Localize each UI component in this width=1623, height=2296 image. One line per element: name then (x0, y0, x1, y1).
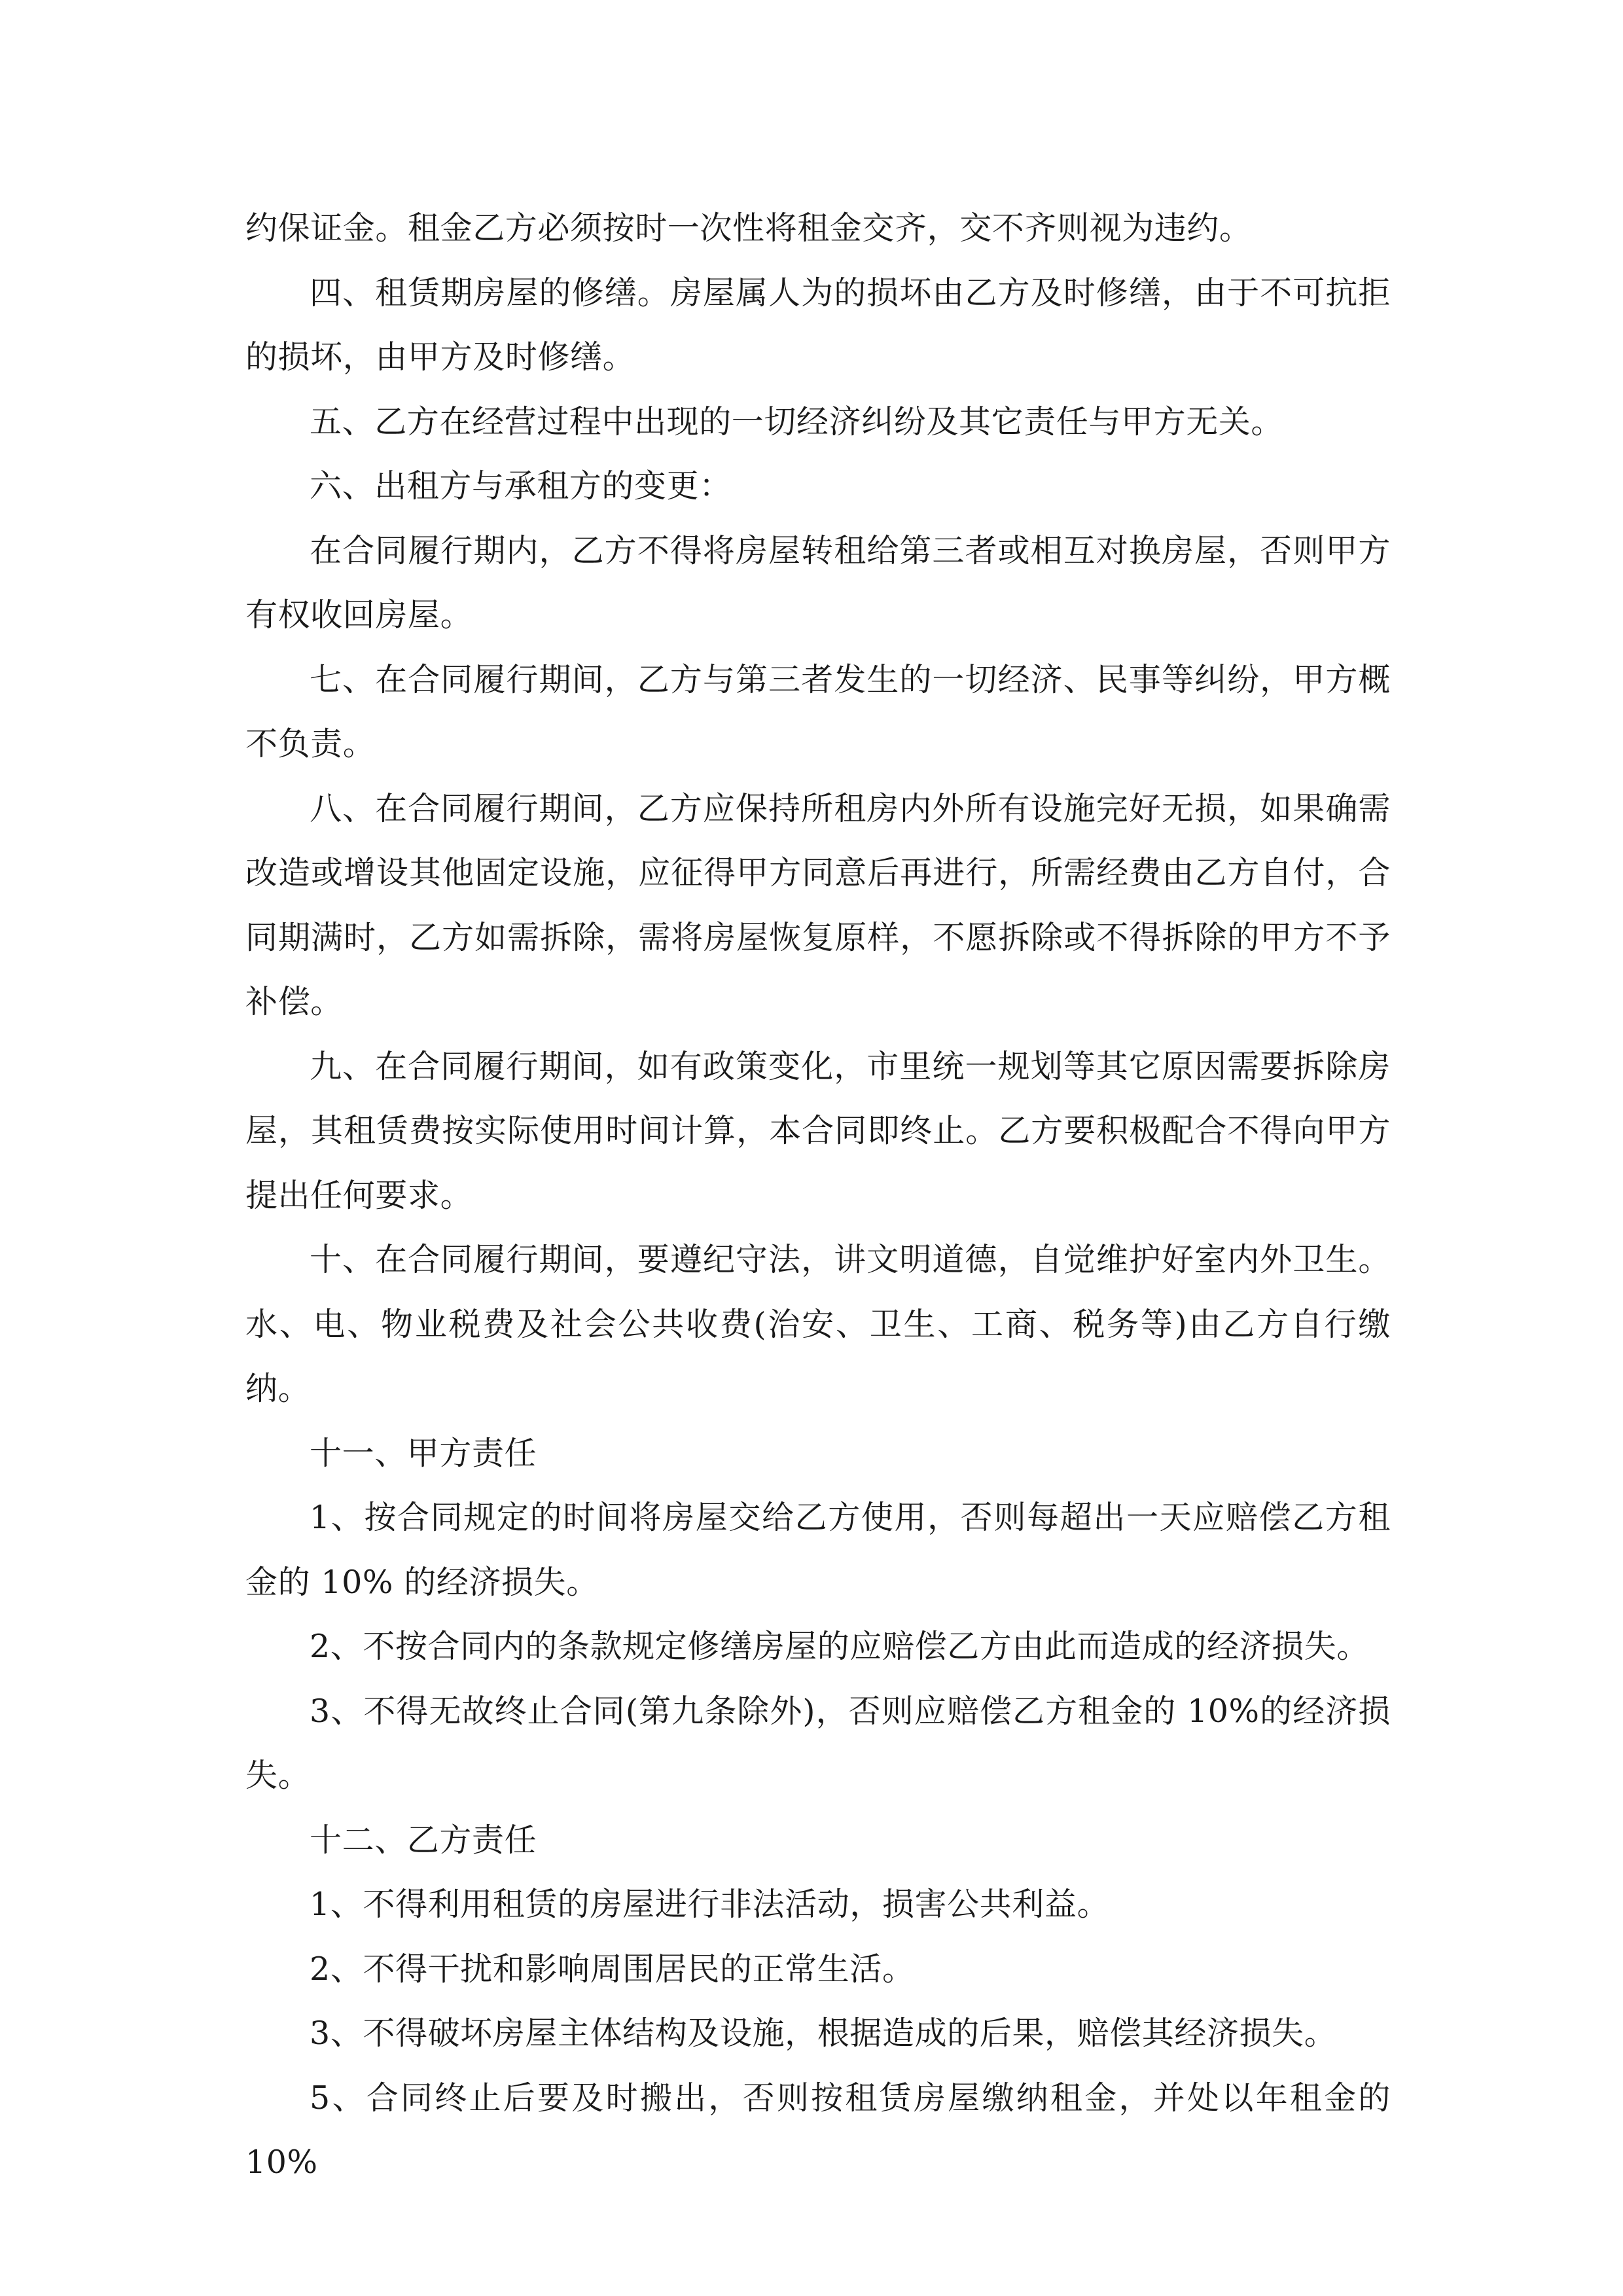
paragraph-clause-12-item-5: 5、合同终止后要及时搬出，否则按租赁房屋缴纳租金，并处以年租金的 10% (245, 2079, 1391, 2181)
paragraph-clause-11-item-2: 2、不按合同内的条款规定修缮房屋的应赔偿乙方由此而造成的经济损失。 (310, 1628, 1369, 1665)
paragraph-clause-7-third-party: 七、在合同履行期间，乙方与第三者发生的一切经济、民事等纠纷，甲方概不负责。 (245, 660, 1391, 762)
paragraph-clause-5-disputes: 五、乙方在经营过程中出现的一切经济纠纷及其它责任与甲方无关。 (310, 403, 1284, 440)
paragraph-clause-12-item-2: 2、不得干扰和影响周围居民的正常生活。 (310, 1950, 915, 1988)
paragraph-clause-9-policy: 九、在合同履行期间，如有政策变化，市里统一规划等其它原因需要拆除房屋，其租赁费按实际使用时间计算，本合同即终止。乙方要积极配合不得向甲方提出任何要求。 (245, 1047, 1391, 1214)
paragraph-clause-11-item-1: 1、按合同规定的时间将房屋交给乙方使用，否则每超出一天应赔偿乙方租金的 10% 的经济损失。 (245, 1499, 1391, 1601)
paragraph-clause-4-repairs: 四、租赁期房屋的修缮。房屋属人为的损坏由乙方及时修缮，由于不可抗拒的损坏，由甲方及时修缮。 (245, 274, 1391, 376)
paragraph-clause-6-heading: 六、出租方与承租方的变更： (310, 467, 732, 505)
paragraph-clause-11-heading: 十一、甲方责任 (310, 1434, 537, 1472)
paragraph-clause-10-conduct: 十、在合同履行期间，要遵纪守法，讲文明道德，自觉维护好室内外卫生。水、电、物业税费及社会公共收费(治安、卫生、工商、税务等)由乙方自行缴纳。 (245, 1241, 1391, 1407)
paragraph-clause-12-heading: 十二、乙方责任 (310, 1821, 537, 1859)
paragraph-clause-8-facilities: 八、在合同履行期间，乙方应保持所租房内外所有设施完好无损，如果确需改造或增设其他固定设施，应征得甲方同意后再进行，所需经费由乙方自付，合同期满时，乙方如需拆除，需将房屋恢复原样，不愿拆除或不得拆除的甲方不予补偿。 (245, 789, 1391, 1020)
paragraph-clause-6-sublet: 在合同履行期内，乙方不得将房屋转租给第三者或相互对换房屋，否则甲方有权收回房屋。 (245, 531, 1391, 634)
paragraph-clause-12-item-1: 1、不得利用租赁的房屋进行非法活动，损害公共利益。 (310, 1886, 1110, 1923)
document-body (245, 196, 1391, 2195)
paragraph-deposit-continuation: 约保证金。租金乙方必须按时一次性将租金交齐，交不齐则视为违约。 (245, 209, 1252, 247)
paragraph-clause-11-item-3: 3、不得无故终止合同(第九条除外)，否则应赔偿乙方租金的 10%的经济损失。 (245, 1692, 1391, 1794)
paragraph-clause-12-item-3: 3、不得破坏房屋主体结构及设施，根据造成的后果，赔偿其经济损失。 (310, 2015, 1337, 2052)
